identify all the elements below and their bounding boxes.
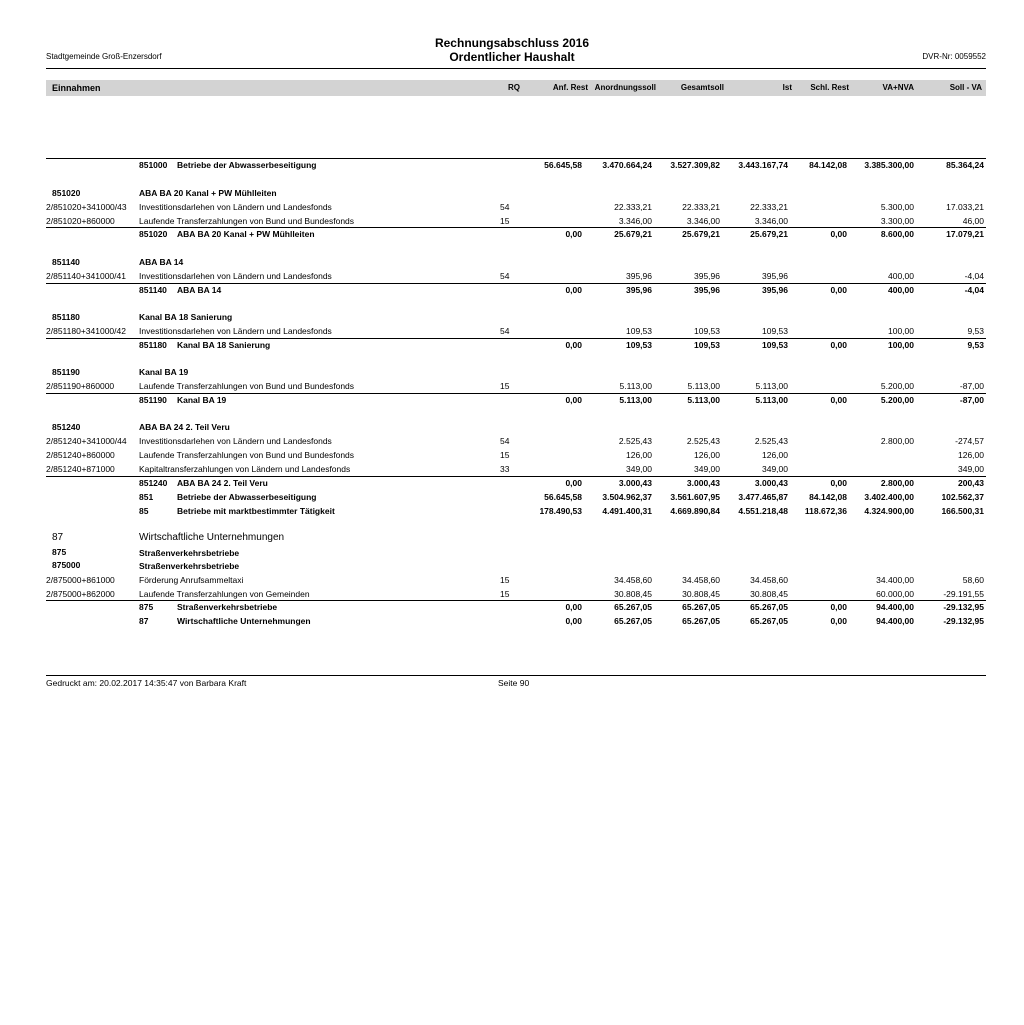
account-description: Investitionsdarlehen von Ländern und Landesfonds: [139, 271, 332, 281]
col-ist: Ist: [782, 83, 792, 92]
group-title: Kanal BA 18 Sanierung: [139, 312, 233, 322]
account-description: Investitionsdarlehen von Ländern und Landesfonds: [139, 202, 332, 212]
row-divider: [46, 600, 986, 601]
soll-va-value: 85.364,24: [946, 160, 984, 170]
gesamtsoll-value: 395,96: [694, 285, 720, 295]
sum-code: 851000: [139, 160, 168, 170]
ist-value: 395,96: [762, 285, 788, 295]
table-row: [46, 505, 986, 518]
soll-va-value: -87,00: [959, 395, 984, 405]
group-code: 851020: [52, 188, 81, 198]
section-875000-code: 875000: [52, 560, 81, 570]
sum-code: 851: [139, 492, 154, 502]
va-nva-value: 400,00: [888, 285, 914, 295]
anordnungssoll-value: 3.346,00: [618, 216, 652, 226]
anf-rest-value: 56.645,58: [544, 160, 582, 170]
table-row: [46, 491, 986, 504]
account-description: Kapitaltransferzahlungen von Ländern und Landesfonds: [139, 464, 351, 474]
sum-title: Betriebe der Abwasserbeseitigung: [177, 160, 317, 170]
section-875-code: 875: [52, 547, 67, 557]
group-code: 851240: [52, 422, 81, 432]
table-row: [46, 159, 986, 172]
ist-value: 3.477.465,87: [738, 492, 788, 502]
row-divider: [46, 158, 986, 159]
table-row: [46, 435, 986, 448]
ist-value: 65.267,05: [750, 602, 788, 612]
soll-va-value: -29.191,55: [943, 589, 984, 599]
soll-va-value: 166.500,31: [941, 506, 984, 516]
sum-title: Kanal BA 18 Sanierung: [177, 340, 271, 350]
report-title: Rechnungsabschluss 2016: [434, 36, 590, 50]
anf-rest-value: 0,00: [565, 340, 582, 350]
ist-value: 22.333,21: [750, 202, 788, 212]
rq-value: 54: [500, 271, 510, 281]
municipality-name: Stadtgemeinde Groß-Enzersdorf: [46, 52, 162, 61]
account-code: 2/851240+860000: [46, 450, 115, 460]
anordnungssoll-value: 34.458,60: [614, 575, 652, 585]
soll-va-value: 46,00: [962, 216, 984, 226]
account-code: 2/875000+862000: [46, 589, 115, 599]
soll-va-value: 102.562,37: [941, 492, 984, 502]
schl-rest-value: 84.142,08: [809, 492, 847, 502]
anordnungssoll-value: 349,00: [626, 464, 652, 474]
rq-value: 15: [500, 381, 510, 391]
table-row: [46, 270, 986, 283]
rq-value: 54: [500, 326, 510, 336]
sum-code: 851140: [139, 285, 167, 295]
row-divider: [46, 283, 986, 284]
anordnungssoll-value: 30.808,45: [614, 589, 652, 599]
row-divider: [46, 393, 986, 394]
group-code: 851190: [52, 367, 80, 377]
table-row: [46, 601, 986, 614]
gesamtsoll-value: 65.267,05: [682, 616, 720, 626]
col-va-nva: VA+NVA: [882, 83, 914, 92]
sum-title: Straßenverkehrsbetriebe: [177, 602, 278, 612]
rq-value: 54: [500, 436, 510, 446]
anordnungssoll-value: 126,00: [626, 450, 652, 460]
ist-value: 5.113,00: [755, 381, 788, 391]
ist-value: 3.443.167,74: [738, 160, 788, 170]
sum-code: 85: [139, 506, 149, 516]
anordnungssoll-value: 395,96: [626, 271, 652, 281]
anordnungssoll-value: 4.491.400,31: [602, 506, 652, 516]
table-row: [46, 366, 986, 379]
section-875000-title: Straßenverkehrsbetriebe: [139, 561, 240, 571]
anordnungssoll-value: 65.267,05: [614, 616, 652, 626]
table-row: [46, 284, 986, 297]
anordnungssoll-value: 109,53: [626, 326, 652, 336]
report-subtitle: Ordentlicher Haushalt: [449, 50, 575, 64]
va-nva-value: 100,00: [888, 340, 914, 350]
va-nva-value: 100,00: [888, 326, 914, 336]
va-nva-value: 60.000,00: [876, 589, 914, 599]
va-nva-value: 5.200,00: [880, 395, 914, 405]
gesamtsoll-value: 65.267,05: [682, 602, 720, 612]
table-row: [46, 477, 986, 490]
gesamtsoll-value: 5.113,00: [687, 381, 720, 391]
group-title: Kanal BA 19: [139, 367, 189, 377]
ist-value: 109,53: [762, 340, 788, 350]
va-nva-value: 2.800,00: [880, 436, 914, 446]
anordnungssoll-value: 395,96: [626, 285, 652, 295]
rq-value: 33: [500, 464, 510, 474]
sum-code: 875: [139, 602, 154, 612]
group-title: ABA BA 24 2. Teil Veru: [139, 422, 230, 432]
rq-value: 15: [500, 589, 510, 599]
va-nva-value: 5.200,00: [880, 381, 914, 391]
soll-va-value: -4,04: [964, 285, 984, 295]
account-description: Laufende Transferzahlungen von Gemeinden: [139, 589, 310, 599]
soll-va-value: 9,53: [967, 340, 984, 350]
va-nva-value: 3.300,00: [880, 216, 914, 226]
soll-va-value: 349,00: [958, 464, 984, 474]
soll-va-value: 200,43: [958, 478, 984, 488]
table-row: [46, 421, 986, 434]
sum-code: 87: [139, 616, 149, 626]
ist-value: 65.267,05: [750, 616, 788, 626]
ist-value: 34.458,60: [750, 575, 788, 585]
table-row: [46, 574, 986, 587]
soll-va-value: -29.132,95: [943, 616, 984, 626]
va-nva-value: 5.300,00: [880, 202, 914, 212]
footer-divider: [46, 675, 986, 676]
sum-title: Betriebe der Abwasserbeseitigung: [177, 492, 317, 502]
soll-va-value: 17.079,21: [946, 229, 984, 239]
anordnungssoll-value: 2.525,43: [618, 436, 652, 446]
account-code: 2/851140+341000/41: [46, 271, 126, 281]
account-code: 2/851240+341000/44: [46, 436, 127, 446]
gesamtsoll-value: 3.346,00: [686, 216, 720, 226]
ist-value: 25.679,21: [750, 229, 788, 239]
soll-va-value: -274,57: [955, 436, 984, 446]
account-description: Förderung Anrufsammeltaxi: [139, 575, 244, 585]
col-soll-va: Soll - VA: [949, 83, 982, 92]
table-row: [46, 228, 986, 241]
schl-rest-value: 0,00: [830, 229, 847, 239]
table-row: [46, 394, 986, 407]
gesamtsoll-value: 5.113,00: [687, 395, 720, 405]
group-code: 851180: [52, 312, 80, 322]
anf-rest-value: 0,00: [565, 602, 582, 612]
soll-va-value: -29.132,95: [943, 602, 984, 612]
col-rq: RQ: [508, 83, 520, 92]
schl-rest-value: 84.142,08: [809, 160, 847, 170]
table-row: [46, 325, 986, 338]
ist-value: 349,00: [762, 464, 788, 474]
va-nva-value: 8.600,00: [880, 229, 914, 239]
ist-value: 2.525,43: [754, 436, 788, 446]
ist-value: 4.551.218,48: [738, 506, 788, 516]
gesamtsoll-value: 30.808,45: [682, 589, 720, 599]
anf-rest-value: 0,00: [565, 229, 582, 239]
gesamtsoll-value: 109,53: [694, 326, 720, 336]
va-nva-value: 94.400,00: [876, 602, 914, 612]
rq-value: 15: [500, 216, 510, 226]
table-row: [46, 339, 986, 352]
account-description: Laufende Transferzahlungen von Bund und Bundesfonds: [139, 216, 355, 226]
row-divider: [46, 476, 986, 477]
schl-rest-value: 0,00: [830, 285, 847, 295]
rq-value: 15: [500, 575, 510, 585]
soll-va-value: 58,60: [962, 575, 984, 585]
sum-code: 851180: [139, 340, 167, 350]
anordnungssoll-value: 25.679,21: [614, 229, 652, 239]
schl-rest-value: 0,00: [830, 602, 847, 612]
account-code: 2/875000+861000: [46, 575, 115, 585]
group-code: 851140: [52, 257, 80, 267]
table-row: [46, 463, 986, 476]
sum-title: ABA BA 24 2. Teil Veru: [177, 478, 268, 488]
ist-value: 30.808,45: [750, 589, 788, 599]
group-title: ABA BA 20 Kanal + PW Mühlleiten: [139, 188, 277, 198]
schl-rest-value: 0,00: [830, 616, 847, 626]
table-row: [46, 380, 986, 393]
soll-va-value: 9,53: [967, 326, 984, 336]
row-divider: [46, 338, 986, 339]
anf-rest-value: 0,00: [565, 285, 582, 295]
va-nva-value: 4.324.900,00: [864, 506, 914, 516]
printed-info: Gedruckt am: 20.02.2017 14:35:47 von Barbara Kraft: [46, 678, 247, 688]
section-label: Einnahmen: [52, 83, 101, 93]
anordnungssoll-value: 5.113,00: [619, 395, 652, 405]
va-nva-value: 94.400,00: [876, 616, 914, 626]
anordnungssoll-value: 65.267,05: [614, 602, 652, 612]
ist-value: 395,96: [762, 271, 788, 281]
table-row: [46, 311, 986, 324]
gesamtsoll-value: 126,00: [694, 450, 720, 460]
column-header-bar: [46, 80, 986, 96]
sum-title: Wirtschaftliche Unternehmungen: [177, 616, 311, 626]
va-nva-value: 2.800,00: [880, 478, 914, 488]
anordnungssoll-value: 22.333,21: [614, 202, 652, 212]
col-schl-rest: Schl. Rest: [810, 83, 849, 92]
va-nva-value: 3.385.300,00: [864, 160, 914, 170]
table-row: [46, 201, 986, 214]
account-code: 2/851240+871000: [46, 464, 115, 474]
table-row: [46, 187, 986, 200]
section-875-title: Straßenverkehrsbetriebe: [139, 548, 240, 558]
anordnungssoll-value: 109,53: [626, 340, 652, 350]
gesamtsoll-value: 349,00: [694, 464, 720, 474]
account-description: Laufende Transferzahlungen von Bund und Bundesfonds: [139, 381, 355, 391]
gesamtsoll-value: 395,96: [694, 271, 720, 281]
sum-code: 851190: [139, 395, 167, 405]
gesamtsoll-value: 3.000,43: [686, 478, 720, 488]
gesamtsoll-value: 25.679,21: [682, 229, 720, 239]
rq-value: 54: [500, 202, 510, 212]
sum-title: ABA BA 14: [177, 285, 222, 295]
sum-code: 851240: [139, 478, 168, 488]
sum-code: 851020: [139, 229, 168, 239]
dvr-number: DVR-Nr: 0059552: [922, 52, 986, 61]
ist-value: 5.113,00: [755, 395, 788, 405]
sum-title: Betriebe mit marktbestimmter Tätigkeit: [177, 506, 335, 516]
soll-va-value: 126,00: [958, 450, 984, 460]
gesamtsoll-value: 34.458,60: [682, 575, 720, 585]
account-description: Investitionsdarlehen von Ländern und Landesfonds: [139, 436, 332, 446]
soll-va-value: -4,04: [964, 271, 984, 281]
page-number: Seite 90: [498, 678, 530, 688]
gesamtsoll-value: 22.333,21: [682, 202, 720, 212]
col-anordnungssoll: Anordnungssoll: [594, 83, 656, 92]
gesamtsoll-value: 2.525,43: [686, 436, 720, 446]
schl-rest-value: 0,00: [830, 340, 847, 350]
va-nva-value: 3.402.400,00: [864, 492, 914, 502]
soll-va-value: -87,00: [959, 381, 984, 391]
anordnungssoll-value: 5.113,00: [619, 381, 652, 391]
table-row: [46, 256, 986, 269]
account-code: 2/851020+341000/43: [46, 202, 127, 212]
account-code: 2/851180+341000/42: [46, 326, 126, 336]
schl-rest-value: 118.672,36: [804, 506, 847, 516]
anordnungssoll-value: 3.000,43: [618, 478, 652, 488]
ist-value: 3.000,43: [754, 478, 788, 488]
account-description: Investitionsdarlehen von Ländern und Landesfonds: [139, 326, 332, 336]
ist-value: 109,53: [762, 326, 788, 336]
gesamtsoll-value: 3.561.607,95: [670, 492, 720, 502]
anf-rest-value: 0,00: [565, 395, 582, 405]
account-description: Laufende Transferzahlungen von Bund und Bundesfonds: [139, 450, 355, 460]
section-87-title: Wirtschaftliche Unternehmungen: [139, 532, 285, 543]
gesamtsoll-value: 3.527.309,82: [670, 160, 720, 170]
group-title: ABA BA 14: [139, 257, 184, 267]
anf-rest-value: 56.645,58: [544, 492, 582, 502]
anf-rest-value: 0,00: [565, 478, 582, 488]
header-divider: [46, 68, 986, 69]
col-anf-rest: Anf. Rest: [552, 83, 588, 92]
account-code: 2/851020+860000: [46, 216, 115, 226]
va-nva-value: 34.400,00: [876, 575, 914, 585]
account-code: 2/851190+860000: [46, 381, 115, 391]
ist-value: 3.346,00: [754, 216, 788, 226]
ist-value: 126,00: [762, 450, 788, 460]
table-row: [46, 615, 986, 628]
gesamtsoll-value: 4.669.890,84: [670, 506, 720, 516]
col-gesamtsoll: Gesamtsoll: [680, 83, 724, 92]
table-row: [46, 449, 986, 462]
va-nva-value: 400,00: [888, 271, 914, 281]
sum-title: ABA BA 20 Kanal + PW Mühlleiten: [177, 229, 315, 239]
anordnungssoll-value: 3.470.664,24: [602, 160, 652, 170]
section-87-code: 87: [52, 532, 64, 543]
soll-va-value: 17.033,21: [946, 202, 984, 212]
row-divider: [46, 227, 986, 228]
sum-title: Kanal BA 19: [177, 395, 227, 405]
rq-value: 15: [500, 450, 510, 460]
anordnungssoll-value: 3.504.962,37: [602, 492, 652, 502]
anf-rest-value: 0,00: [565, 616, 582, 626]
anf-rest-value: 178.490,53: [539, 506, 582, 516]
schl-rest-value: 0,00: [830, 395, 847, 405]
schl-rest-value: 0,00: [830, 478, 847, 488]
gesamtsoll-value: 109,53: [694, 340, 720, 350]
